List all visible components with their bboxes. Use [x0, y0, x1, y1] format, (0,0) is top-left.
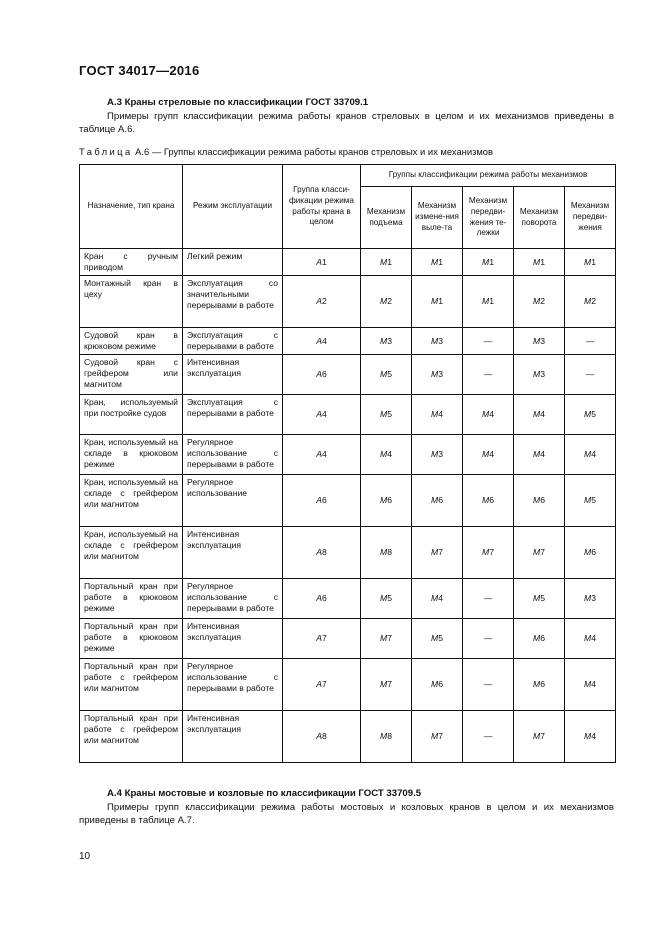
cell-mechanism-group	[514, 711, 565, 763]
class-letter: —	[483, 593, 493, 604]
table-row	[80, 249, 616, 276]
class-number: 4	[387, 449, 392, 460]
cell-mechanism-group	[514, 527, 565, 579]
cell-mechanism-group	[412, 276, 463, 328]
class-letter: M	[380, 731, 388, 742]
cell-crane-group	[283, 435, 361, 475]
class-letter: M	[380, 296, 388, 307]
cell-crane-group	[283, 579, 361, 619]
class-number: 1	[489, 256, 494, 267]
class-number: 4	[540, 449, 545, 460]
cell-mechanism-group	[361, 659, 412, 711]
class-letter: M	[380, 256, 388, 267]
class-letter: —	[483, 369, 493, 380]
cell-mechanism-group	[565, 619, 616, 659]
class-number: 6	[438, 495, 443, 506]
class-letter: —	[585, 369, 595, 380]
cell-mechanism-group	[412, 328, 463, 355]
cell-mechanism-group	[463, 249, 514, 276]
class-letter: M	[533, 633, 541, 644]
class-letter: M	[431, 633, 439, 644]
class-number: 6	[387, 495, 392, 506]
class-letter: M	[533, 335, 541, 346]
cell-crane-type: Кран с ручным приводом	[80, 249, 183, 276]
class-letter: M	[533, 679, 541, 690]
class-number: 7	[387, 633, 392, 644]
class-letter: M	[584, 679, 592, 690]
class-letter: —	[483, 679, 493, 690]
cell-crane-type: Портальный кран при работе с грейфером или магнитом	[80, 711, 183, 763]
section-a3-title: А.3 Краны стреловые по классификации ГОСТ 33709.1	[107, 97, 369, 108]
class-letter: M	[380, 495, 388, 506]
cell-mechanism-group	[514, 355, 565, 395]
cell-mechanism-group	[412, 619, 463, 659]
cell-mechanism-group	[565, 527, 616, 579]
cell-crane-type: Портальный кран при работе с грейфером или магнитом	[80, 659, 183, 711]
cell-operation-mode: Легкий режим	[183, 249, 283, 276]
class-number: 2	[591, 296, 596, 307]
cell-mechanism-group	[412, 711, 463, 763]
class-number: 5	[591, 495, 596, 506]
header-crane-group: Группа класси-фикации режима работы крана в целом	[283, 165, 361, 249]
cell-mechanism-group	[361, 435, 412, 475]
section-a4-paragraph: Примеры групп классификации режима работы мостовых и козловых кранов в целом и их механизмов приведены в таблице А.7.	[79, 802, 614, 826]
cell-operation-mode: Интенсивная эксплуатация	[183, 355, 283, 395]
cell-operation-mode: Эксплуатация с перерывами в работе	[183, 395, 283, 435]
class-number: 8	[321, 547, 327, 558]
class-number: 5	[540, 593, 545, 604]
class-number: 4	[321, 409, 327, 420]
class-number: 8	[387, 731, 392, 742]
cell-mechanism-group	[361, 579, 412, 619]
cell-mechanism-group	[361, 276, 412, 328]
cell-mechanism-group	[565, 435, 616, 475]
section-a4-title: А.4 Краны мостовые и козловые по классификации ГОСТ 33709.5	[107, 788, 422, 799]
cell-mechanism-group	[412, 435, 463, 475]
class-letter: M	[431, 369, 439, 380]
cell-mechanism-group	[412, 249, 463, 276]
header-mech-slewing: Механизм поворота	[514, 187, 565, 249]
cell-mechanism-group	[361, 249, 412, 276]
table-row	[80, 276, 616, 328]
header-mech-travel: Механизм передви-жения	[565, 187, 616, 249]
class-letter: A	[316, 633, 322, 644]
class-number: 4	[591, 679, 596, 690]
cell-crane-type: Кран, используемый на складе с грейфером или магнитом	[80, 527, 183, 579]
class-number: 6	[321, 369, 327, 380]
table-caption-label: Таблица	[79, 146, 133, 157]
cell-crane-group	[283, 276, 361, 328]
header-crane-type: Назначение, тип крана	[80, 165, 183, 249]
cell-operation-mode: Регулярное использование с перерывами в работе	[183, 579, 283, 619]
cell-crane-type: Портальный кран при работе в крюковом режиме	[80, 619, 183, 659]
class-number: 7	[540, 731, 545, 742]
class-letter: M	[482, 296, 490, 307]
cell-mechanism-group	[565, 355, 616, 395]
class-number: 1	[438, 296, 443, 307]
class-number: 7	[321, 679, 327, 690]
cell-mechanism-group	[463, 619, 514, 659]
cell-mechanism-group	[361, 711, 412, 763]
class-number: 8	[387, 547, 392, 558]
class-letter: M	[380, 547, 388, 558]
class-letter: —	[483, 731, 493, 742]
cell-mechanism-group	[514, 435, 565, 475]
cell-operation-mode: Интенсивная эксплуатация	[183, 527, 283, 579]
header-mech-trolley: Механизм передви-жения те-лежки	[463, 187, 514, 249]
class-letter: M	[380, 449, 388, 460]
cell-mechanism-group	[514, 328, 565, 355]
cell-mechanism-group	[412, 579, 463, 619]
class-number: 7	[387, 679, 392, 690]
cell-operation-mode: Регулярное использование с перерывами в работе	[183, 435, 283, 475]
class-letter: M	[482, 547, 490, 558]
class-letter: A	[316, 679, 322, 690]
class-letter: M	[533, 731, 541, 742]
class-letter: M	[431, 296, 439, 307]
table-row	[80, 435, 616, 475]
cell-mechanism-group	[514, 249, 565, 276]
table-row	[80, 355, 616, 395]
class-letter: M	[431, 547, 439, 558]
cell-mechanism-group	[463, 276, 514, 328]
cell-mechanism-group	[565, 711, 616, 763]
class-letter: A	[316, 495, 322, 506]
class-number: 2	[540, 296, 545, 307]
cell-crane-type: Судовой кран в крюковом режиме	[80, 328, 183, 355]
cell-mechanism-group	[463, 659, 514, 711]
cell-mechanism-group	[514, 395, 565, 435]
table-row	[80, 527, 616, 579]
class-number: 3	[540, 335, 545, 346]
cell-crane-type: Портальный кран при работе в крюковом режиме	[80, 579, 183, 619]
cell-crane-type: Кран, используемый на складе с грейфером или магнитом	[80, 475, 183, 527]
class-number: 3	[387, 335, 392, 346]
cell-mechanism-group	[412, 475, 463, 527]
cell-operation-mode: Эксплуатация с перерывами в работе	[183, 328, 283, 355]
class-letter: M	[533, 495, 541, 506]
cell-crane-type: Судовой кран с грейфером или магнитом	[80, 355, 183, 395]
class-letter: A	[316, 335, 322, 346]
cell-operation-mode: Интенсивная эксплуатация	[183, 619, 283, 659]
class-letter: —	[483, 633, 493, 644]
class-letter: M	[584, 296, 592, 307]
table-caption	[79, 146, 493, 157]
class-letter: M	[533, 296, 541, 307]
class-number: 2	[321, 296, 327, 307]
crane-classification-table	[79, 164, 616, 763]
cell-crane-group	[283, 711, 361, 763]
cell-crane-type: Кран, используемый при постройке судов	[80, 395, 183, 435]
cell-crane-group	[283, 355, 361, 395]
class-letter: M	[533, 593, 541, 604]
cell-crane-group	[283, 527, 361, 579]
cell-operation-mode: Эксплуатация со значительными перерывами в работе	[183, 276, 283, 328]
table-caption-text: А.6 — Группы классификации режима работы кранов стреловых и их механизмов	[135, 146, 494, 157]
class-letter: M	[584, 731, 592, 742]
section-a3-paragraph: Примеры групп классификации режима работы кранов стреловых в целом и их механизмов приведены в таблице А.6.	[79, 111, 614, 135]
class-letter: M	[533, 409, 541, 420]
class-letter: M	[584, 633, 592, 644]
class-number: 7	[321, 633, 327, 644]
cell-mechanism-group	[565, 328, 616, 355]
class-letter: M	[533, 369, 541, 380]
class-number: 6	[540, 679, 545, 690]
cell-mechanism-group	[463, 579, 514, 619]
class-letter: A	[316, 449, 322, 460]
page-number: 10	[79, 851, 91, 862]
class-number: 6	[321, 495, 327, 506]
class-number: 6	[540, 495, 545, 506]
table-row	[80, 711, 616, 763]
cell-mechanism-group	[463, 328, 514, 355]
cell-mechanism-group	[565, 579, 616, 619]
class-number: 7	[489, 547, 494, 558]
class-letter: M	[431, 335, 439, 346]
cell-mechanism-group	[463, 527, 514, 579]
cell-mechanism-group	[412, 659, 463, 711]
cell-crane-group	[283, 619, 361, 659]
class-number: 5	[387, 409, 392, 420]
class-letter: —	[483, 335, 493, 346]
cell-mechanism-group	[514, 579, 565, 619]
cell-mechanism-group	[565, 659, 616, 711]
class-number: 1	[591, 256, 596, 267]
class-letter: —	[585, 335, 595, 346]
cell-mechanism-group	[361, 395, 412, 435]
cell-operation-mode: Интенсивная эксплуатация	[183, 711, 283, 763]
class-number: 1	[321, 256, 327, 267]
class-number: 2	[387, 296, 392, 307]
class-number: 7	[438, 547, 443, 558]
cell-crane-type: Кран, используемый на складе в крюковом режиме	[80, 435, 183, 475]
class-number: 5	[438, 633, 443, 644]
class-letter: M	[482, 495, 490, 506]
cell-mechanism-group	[514, 276, 565, 328]
cell-mechanism-group	[463, 395, 514, 435]
cell-mechanism-group	[463, 711, 514, 763]
cell-mechanism-group	[361, 355, 412, 395]
cell-crane-group	[283, 475, 361, 527]
cell-crane-group	[283, 249, 361, 276]
class-letter: M	[533, 449, 541, 460]
class-letter: M	[380, 335, 388, 346]
class-number: 3	[540, 369, 545, 380]
class-number: 1	[540, 256, 545, 267]
class-letter: A	[316, 409, 322, 420]
class-number: 8	[321, 731, 327, 742]
class-letter: M	[482, 256, 490, 267]
class-letter: A	[316, 369, 322, 380]
class-letter: A	[316, 256, 322, 267]
class-number: 4	[591, 633, 596, 644]
class-letter: M	[584, 449, 592, 460]
class-letter: M	[380, 593, 388, 604]
class-letter: M	[431, 731, 439, 742]
class-number: 5	[591, 409, 596, 420]
cell-crane-group	[283, 395, 361, 435]
class-number: 1	[438, 256, 443, 267]
cell-mechanism-group	[514, 619, 565, 659]
class-number: 3	[591, 593, 596, 604]
class-letter: M	[431, 593, 439, 604]
cell-mechanism-group	[463, 475, 514, 527]
class-letter: M	[584, 593, 592, 604]
class-number: 4	[591, 731, 596, 742]
class-letter: M	[584, 547, 592, 558]
class-letter: A	[316, 731, 322, 742]
cell-crane-group	[283, 659, 361, 711]
class-number: 1	[387, 256, 392, 267]
document-code: ГОСТ 34017—2016	[79, 63, 200, 78]
cell-mechanism-group	[565, 249, 616, 276]
class-number: 4	[321, 449, 327, 460]
header-mechanism-groups: Группы классификации режима работы механизмов	[361, 165, 616, 187]
class-letter: M	[482, 409, 490, 420]
cell-mechanism-group	[565, 395, 616, 435]
class-letter: M	[584, 409, 592, 420]
class-number: 4	[321, 335, 327, 346]
class-number: 6	[540, 633, 545, 644]
cell-operation-mode: Регулярное использование	[183, 475, 283, 527]
header-operation-mode: Режим эксплуатации	[183, 165, 283, 249]
class-letter: M	[380, 369, 388, 380]
class-letter: M	[431, 495, 439, 506]
class-number: 4	[438, 593, 443, 604]
class-number: 6	[321, 593, 327, 604]
cell-mechanism-group	[361, 475, 412, 527]
class-letter: A	[316, 593, 322, 604]
class-letter: M	[482, 449, 490, 460]
class-number: 4	[438, 409, 443, 420]
class-number: 4	[591, 449, 596, 460]
class-letter: A	[316, 547, 322, 558]
class-number: 6	[591, 547, 596, 558]
cell-mechanism-group	[514, 659, 565, 711]
class-number: 6	[438, 679, 443, 690]
class-number: 5	[387, 593, 392, 604]
class-number: 7	[438, 731, 443, 742]
class-letter: M	[431, 256, 439, 267]
class-letter: M	[380, 679, 388, 690]
cell-mechanism-group	[565, 475, 616, 527]
cell-mechanism-group	[463, 355, 514, 395]
cell-crane-group	[283, 328, 361, 355]
cell-crane-type: Монтажный кран в цеху	[80, 276, 183, 328]
class-letter: M	[533, 547, 541, 558]
class-number: 3	[438, 369, 443, 380]
class-number: 5	[387, 369, 392, 380]
table-row	[80, 328, 616, 355]
class-number: 3	[438, 335, 443, 346]
class-letter: M	[431, 679, 439, 690]
cell-mechanism-group	[361, 619, 412, 659]
class-letter: M	[533, 256, 541, 267]
header-mech-lifting: Механизм подъема	[361, 187, 412, 249]
class-number: 7	[540, 547, 545, 558]
class-letter: A	[316, 296, 322, 307]
class-number: 3	[438, 449, 443, 460]
class-letter: M	[380, 633, 388, 644]
class-letter: M	[380, 409, 388, 420]
cell-mechanism-group	[412, 527, 463, 579]
cell-operation-mode: Регулярное использование с перерывами в работе	[183, 659, 283, 711]
class-letter: M	[584, 495, 592, 506]
table-row	[80, 475, 616, 527]
cell-mechanism-group	[514, 475, 565, 527]
table-row	[80, 619, 616, 659]
table-row	[80, 659, 616, 711]
cell-mechanism-group	[565, 276, 616, 328]
class-number: 4	[540, 409, 545, 420]
cell-mechanism-group	[412, 355, 463, 395]
table-row	[80, 395, 616, 435]
header-mech-reach: Механизм измене-ния выле-та	[412, 187, 463, 249]
class-number: 4	[489, 409, 494, 420]
class-letter: M	[431, 449, 439, 460]
cell-mechanism-group	[412, 395, 463, 435]
class-letter: M	[584, 256, 592, 267]
class-number: 1	[489, 296, 494, 307]
cell-mechanism-group	[463, 435, 514, 475]
class-letter: M	[431, 409, 439, 420]
cell-mechanism-group	[361, 527, 412, 579]
class-number: 4	[489, 449, 494, 460]
class-number: 6	[489, 495, 494, 506]
cell-mechanism-group	[361, 328, 412, 355]
table-row	[80, 579, 616, 619]
